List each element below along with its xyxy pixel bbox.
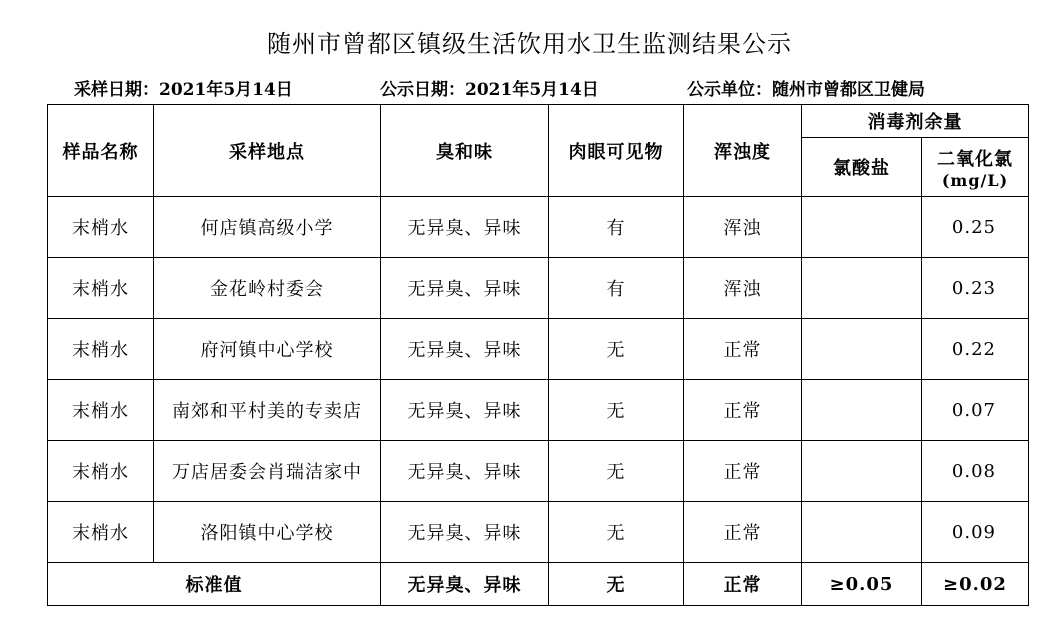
cell-chlorate: [802, 258, 922, 319]
cell-chlorine-dioxide: 0.25: [922, 197, 1029, 258]
cell-odor: 无异臭、异味: [381, 502, 549, 563]
cell-odor: 无异臭、异味: [381, 380, 549, 441]
cell-odor: 无异臭、异味: [381, 258, 549, 319]
header-odor: 臭和味: [381, 105, 549, 197]
cell-visible: 无: [549, 502, 684, 563]
cell-chlorine-dioxide: 0.09: [922, 502, 1029, 563]
cell-turbidity: 浑浊: [684, 258, 802, 319]
header-chlorate: 氯酸盐: [802, 138, 922, 197]
header-visible: 肉眼可见物: [549, 105, 684, 197]
cell-location: 金花岭村委会: [154, 258, 381, 319]
cell-chlorate: [802, 502, 922, 563]
cell-chlorate: [802, 380, 922, 441]
header-residual: 消毒剂余量: [802, 105, 1029, 138]
cell-chlorine-dioxide: 0.22: [922, 319, 1029, 380]
publish-unit: 公示单位：随州市曾都区卫健局: [687, 80, 925, 100]
cell-location: 万店居委会肖瑞洁家中: [154, 441, 381, 502]
cell-sample-name: 末梢水: [48, 380, 154, 441]
table-row: [48, 441, 1029, 502]
cell-sample-name: 末梢水: [48, 502, 154, 563]
cell-sample-name: 末梢水: [48, 319, 154, 380]
cell-visible: 无: [549, 441, 684, 502]
standard-chlorate: ≥0.05: [802, 563, 922, 606]
cell-turbidity: 正常: [684, 380, 802, 441]
table-row: [48, 197, 1029, 258]
table-row: [48, 380, 1029, 441]
cell-odor: 无异臭、异味: [381, 441, 549, 502]
standard-row: [48, 563, 1029, 606]
table-row: [48, 502, 1029, 563]
cell-visible: 有: [549, 258, 684, 319]
header-sample-name: 样品名称: [48, 105, 154, 197]
cell-chlorate: [802, 319, 922, 380]
cell-visible: 有: [549, 197, 684, 258]
standard-odor: 无异臭、异味: [381, 563, 549, 606]
cell-turbidity: 正常: [684, 441, 802, 502]
cell-sample-name: 末梢水: [48, 258, 154, 319]
cell-location: 洛阳镇中心学校: [154, 502, 381, 563]
cell-chlorine-dioxide: 0.08: [922, 441, 1029, 502]
cell-visible: 无: [549, 380, 684, 441]
cell-chlorate: [802, 197, 922, 258]
table-row: [48, 258, 1029, 319]
cell-turbidity: 正常: [684, 319, 802, 380]
cell-location: 何店镇高级小学: [154, 197, 381, 258]
cell-chlorine-dioxide: 0.07: [922, 380, 1029, 441]
cell-chlorine-dioxide: 0.23: [922, 258, 1029, 319]
cell-chlorate: [802, 441, 922, 502]
cell-turbidity: 浑浊: [684, 197, 802, 258]
sampling-date: 采样日期：2021年5月14日: [74, 80, 293, 100]
header-unit: (mg/L): [941, 170, 1009, 190]
header-location: 采样地点: [154, 105, 381, 197]
cell-sample-name: 末梢水: [48, 441, 154, 502]
cell-location: 南郊和平村美的专卖店: [154, 380, 381, 441]
publish-date: 公示日期：2021年5月14日: [380, 80, 599, 100]
standard-visible: 无: [549, 563, 684, 606]
standard-label: 标准值: [48, 563, 381, 606]
cell-turbidity: 正常: [684, 502, 802, 563]
cell-location: 府河镇中心学校: [154, 319, 381, 380]
header-row: [48, 105, 1029, 138]
standard-chlorine-dioxide: ≥0.02: [922, 563, 1029, 606]
cell-visible: 无: [549, 319, 684, 380]
standard-turbidity: 正常: [684, 563, 802, 606]
page-title: 随州市曾都区镇级生活饮用水卫生监测结果公示: [267, 30, 792, 58]
header-chlorine-dioxide: [922, 138, 1029, 197]
cell-odor: 无异臭、异味: [381, 319, 549, 380]
table-row: [48, 319, 1029, 380]
results-table: [47, 104, 1029, 606]
cell-odor: 无异臭、异味: [381, 197, 549, 258]
header-turbidity: 浑浊度: [684, 105, 802, 197]
cell-sample-name: 末梢水: [48, 197, 154, 258]
header-chlorine-dioxide-label: 二氧化氯: [937, 148, 1013, 170]
